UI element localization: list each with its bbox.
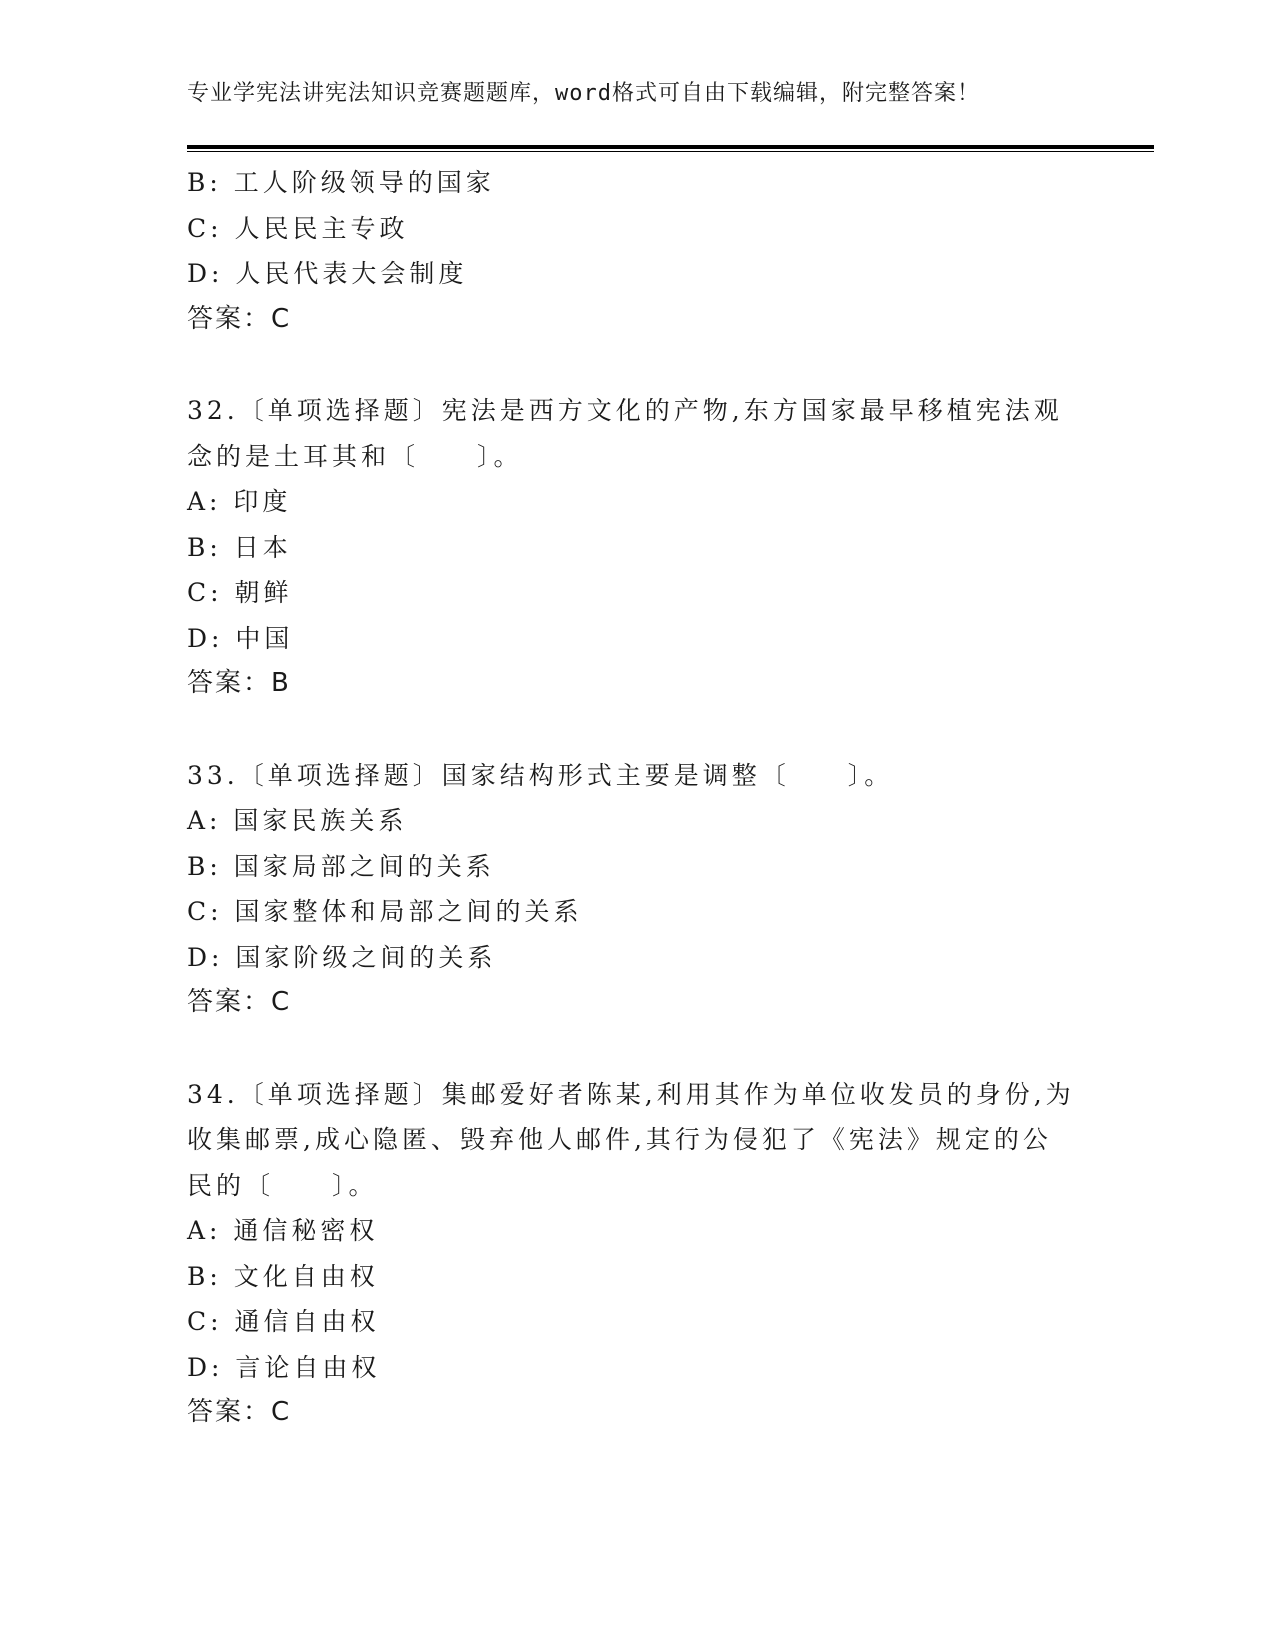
page-header: 专业学宪法讲宪法知识竞赛题题库，word格式可自由下载编辑，附完整答案！ xyxy=(187,81,980,106)
answer-line: 答案：C xyxy=(187,303,292,334)
option-c: C: 朝鲜 xyxy=(187,578,293,607)
answer-line: 答案：B xyxy=(187,668,291,698)
answer-line: 答案：C xyxy=(187,987,292,1017)
option-d: D: 言论自由权 xyxy=(187,1352,381,1382)
question-content xyxy=(187,160,1087,1436)
option-a: A: 国家民族关系 xyxy=(187,806,408,835)
question-stem: 念的是土耳其和〔 〕。 xyxy=(187,441,523,471)
option-d: D: 中国 xyxy=(187,623,294,653)
question-stem: 收集邮票,成心隐匿、毁弃他人邮件,其行为侵犯了《宪法》规定的公 xyxy=(187,1125,1052,1154)
question-stem: 34.〔单项选择题〕集邮爱好者陈某,利用其作为单位收发员的身份,为 xyxy=(187,1079,1075,1109)
answer-line: 答案：C xyxy=(187,1397,292,1427)
option-b: B: 国家局部之间的关系 xyxy=(187,851,495,881)
header-rule-thick xyxy=(187,145,1154,149)
option-b: B: 日本 xyxy=(187,532,292,562)
option-a: A: 印度 xyxy=(187,487,292,516)
option-d: D: 人民代表大会制度 xyxy=(187,259,468,288)
question-stem: 32.〔单项选择题〕宪法是西方文化的产物,东方国家最早移植宪法观 xyxy=(187,396,1063,425)
question-stem: 33.〔单项选择题〕国家结构形式主要是调整〔 〕。 xyxy=(187,760,894,790)
option-d: D: 国家阶级之间的关系 xyxy=(187,942,497,972)
question-stem: 民的〔 〕。 xyxy=(187,1170,378,1200)
option-a: A: 通信秘密权 xyxy=(187,1216,379,1245)
option-c: C: 国家整体和局部之间的关系 xyxy=(187,897,583,926)
option-b: B: 工人阶级领导的国家 xyxy=(187,168,495,197)
option-c: C: 人民民主专政 xyxy=(187,213,409,243)
header-rule-thin xyxy=(187,151,1154,152)
option-c: C: 通信自由权 xyxy=(187,1307,380,1336)
option-b: B: 文化自由权 xyxy=(187,1261,379,1291)
